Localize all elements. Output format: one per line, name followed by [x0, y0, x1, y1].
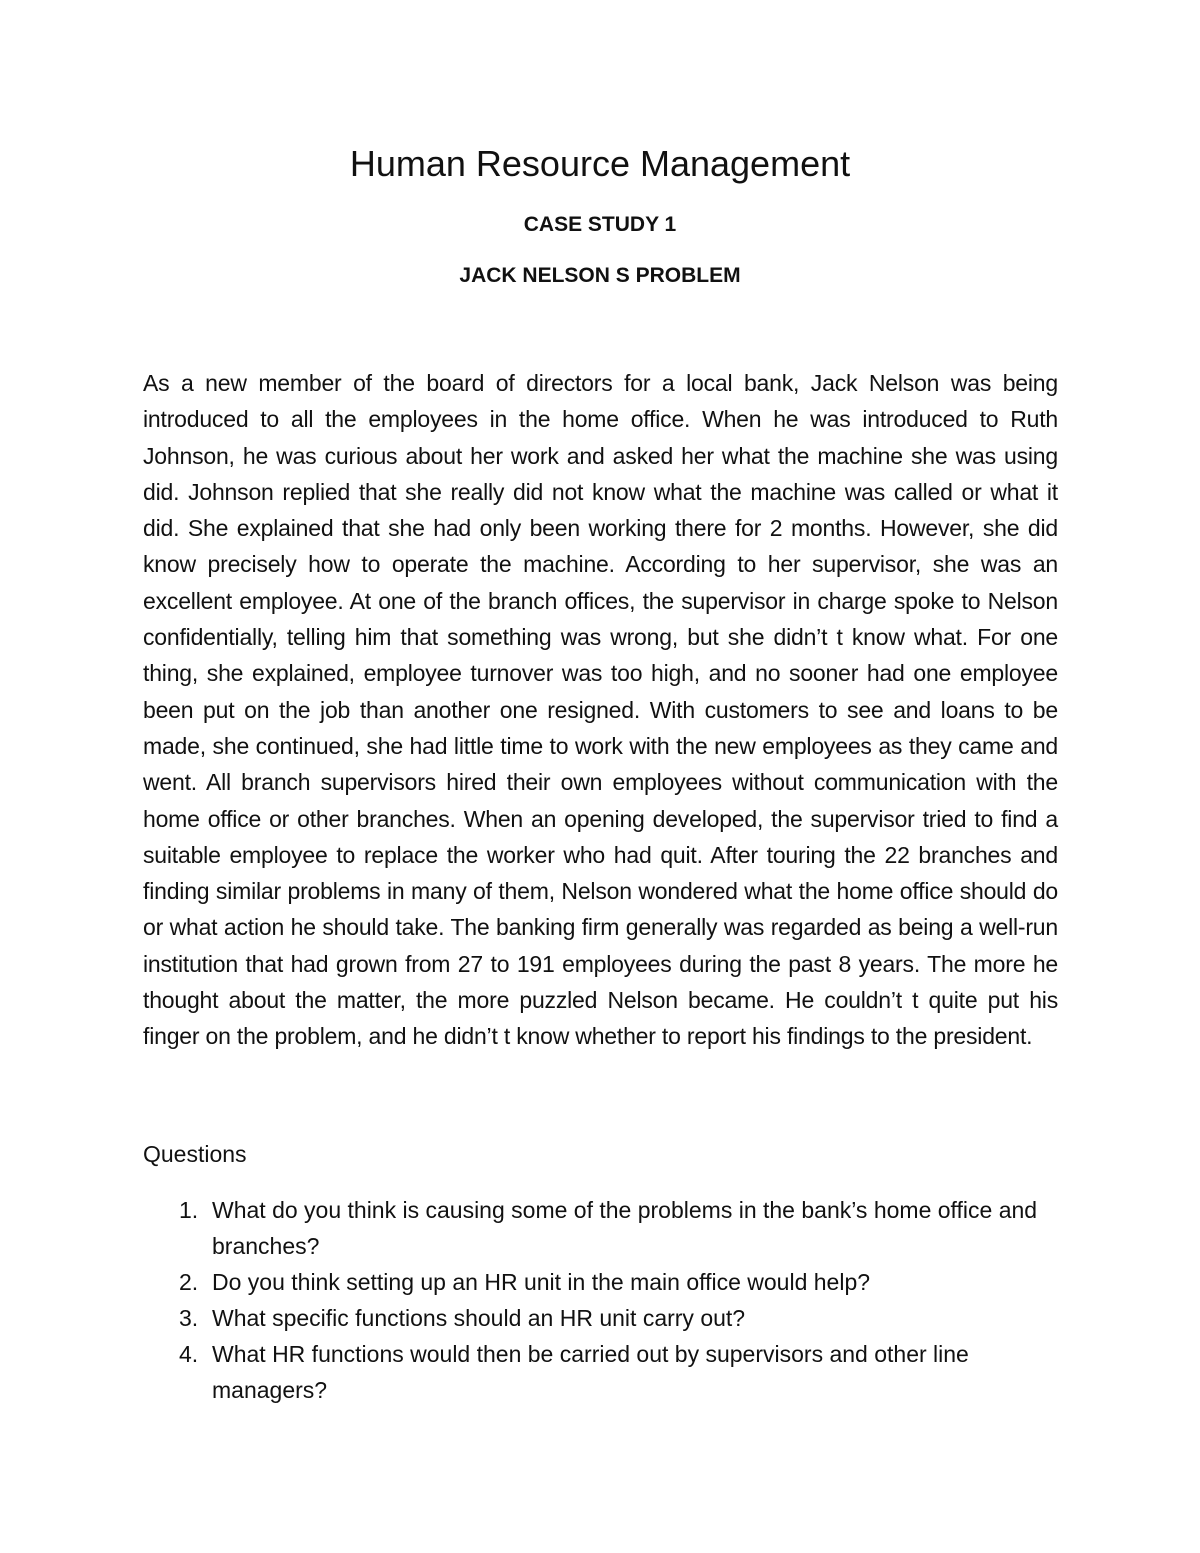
question-number: 2. — [179, 1269, 199, 1295]
question-item — [143, 1336, 1058, 1408]
case-study-title: JACK NELSON S PROBLEM — [459, 264, 741, 287]
question-number: 4. — [179, 1341, 199, 1367]
question-item — [143, 1192, 1058, 1264]
case-body-paragraph: As a new member of the board of directors for a local bank, Jack Nelson was being introduced to all the employees in the home office. When he was introduced to Ruth Johnson, he was curious about her work and asked her what the machine she was using did. Johnson replied that she really did not know what the machine was called or what it did. She explained that she had only been working there for 2 months. However, she did know precisely how to operate the machine. According to her supervisor, she was an excellent employee. At one of the branch offices, the supervisor in charge spoke to Nelson confidentially, telling him that something was wrong, but she didn’t t know what. For one thing, she explained, employee turnover was too high, and no sooner had one employee been put on the job than another one resigned. With customers to see and loans to be made, she continued, she had little time to work with the new employees as they came and went. All branch supervisors hired their own employees without communication with the home office or other branches. When an opening developed, the supervisor tried to find a suitable employee to replace the worker who had quit. After touring the 22 branches and finding similar problems in many of them, Nelson wondered what the home office should do or what action he should take. The banking firm generally was regarded as being a well-run institution that had grown from 27 to 191 employees during the past 8 years. The more he thought about the matter, the more puzzled Nelson became. He couldn’t t quite put his finger on the problem, and he didn’t t know whether to report his findings to the president. — [143, 370, 1058, 1050]
questions-list — [143, 1192, 1058, 1408]
question-number: 1. — [179, 1197, 199, 1223]
question-item — [143, 1300, 1058, 1336]
document-title: Human Resource Management — [349, 143, 851, 184]
question-text: What HR functions would then be carried out by supervisors and other line managers? — [212, 1341, 969, 1403]
question-text: Do you think setting up an HR unit in the main office would help? — [212, 1269, 871, 1295]
question-text: What specific functions should an HR unit carry out? — [212, 1305, 746, 1331]
case-study-label: CASE STUDY 1 — [523, 213, 677, 236]
questions-heading: Questions — [143, 1141, 247, 1167]
question-text: What do you think is causing some of the problems in the bank’s home office and branches? — [212, 1197, 1038, 1259]
question-number: 3. — [179, 1305, 199, 1331]
question-item — [143, 1264, 1058, 1300]
